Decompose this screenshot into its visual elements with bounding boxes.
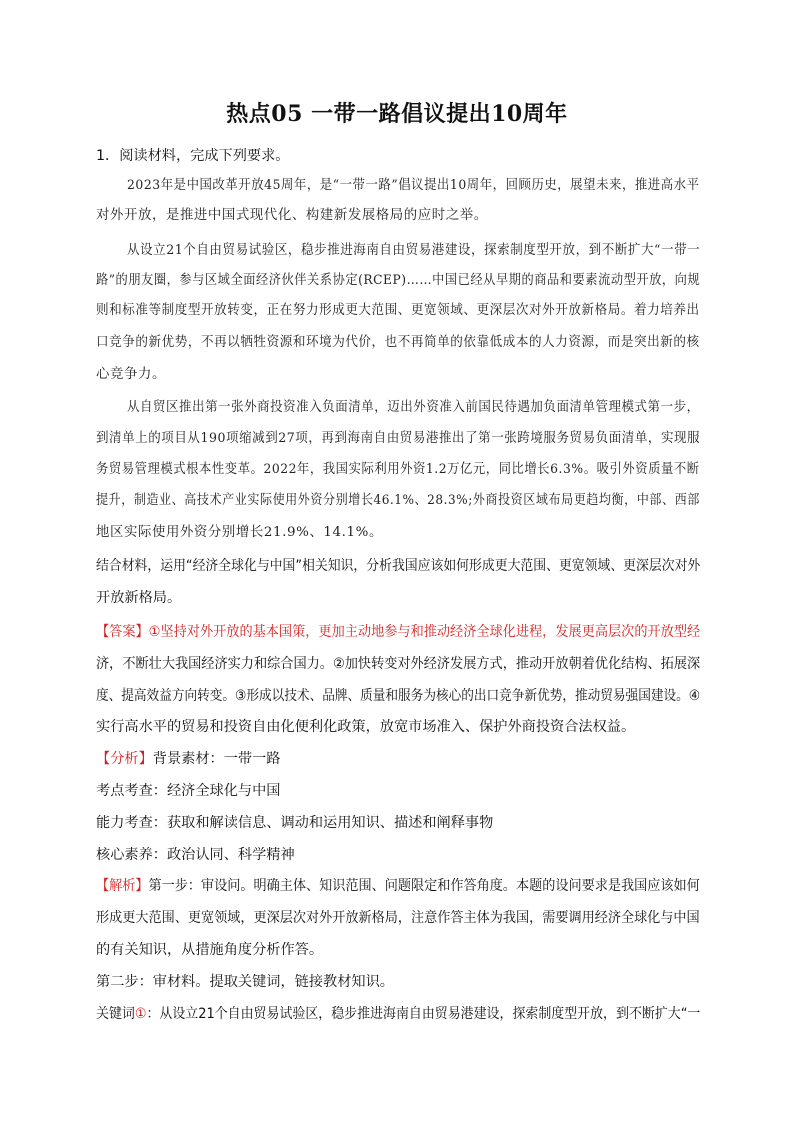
explanation-line: 的有关知识，从措施角度分析作答。: [96, 942, 324, 958]
analysis-line: [96, 749, 280, 769]
keyword-label: 关键词: [96, 1006, 135, 1022]
analysis-ability: 能力考查：获取和解读信息、调动和运用知识、描述和阐释事物: [96, 815, 494, 831]
explanation-step2: 第二步：审材料。提取关键词，链接教材知识。: [96, 974, 394, 990]
answer-line: [96, 622, 700, 642]
material-line: 从自贸区推出第一张外商投资准入负面清单，迈出外资准入前国民待遇加负面清单管理模式第一步，: [127, 400, 700, 415]
keyword-text: ：从设立21个自由贸易试验区，稳步推进海南自由贸易港建设，探索制度型开放，到不断扩大“一: [146, 1006, 701, 1022]
question-prompt: 开放新格局。: [96, 590, 182, 606]
answer-tag: 【答案】: [96, 624, 149, 640]
answer-line: 济，不断壮大我国经济实力和综合国力。②加快转变对外经济发展方式，推动开放朝着优化结构、拓展深: [96, 656, 701, 672]
question-stem: 1．阅读材料，完成下列要求。: [96, 148, 290, 164]
explanation-tag: 【解析】: [96, 878, 149, 894]
analysis-literacy: 核心素养：政治认同、科学精神: [96, 847, 295, 863]
answer-line: 实行高水平的贸易和投资自由化便利化政策，放宽市场准入、保护外商投资合法权益。: [96, 719, 636, 735]
answer-text: ①坚持对外开放的基本国策，更加主动地参与和推动经济全球化进程，发展更高层次的开放型经: [148, 624, 701, 640]
material-line: 2023年是中国改革开放45周年，是“一带一路”倡议提出10周年，回顾历史，展望未来，推进高水平: [127, 178, 700, 193]
material-line: 提升，制造业、高技术产业实际使用外资分别增长46.1%、28.3%;外商投资区域布局更趋均衡，中部、西部: [96, 493, 700, 508]
analysis-tag: 【分析】: [96, 751, 153, 767]
material-line: 从设立21个自由贸易试验区，稳步推进海南自由贸易港建设，探索制度型开放，到不断扩大“一带一: [127, 243, 701, 258]
explanation-line: 形成更大范围、更宽领域，更深层次对外开放新格局，注意作答主体为我国，需要调用经济全球化与中国: [96, 910, 700, 926]
material-line: 地区实际使用外资分别增长21.9%、14.1%。: [96, 525, 383, 540]
material-line: 心竞争力。: [96, 367, 166, 382]
material-line: 口竞争的新优势，不再以牺牲资源和环境为代价，也不再简单的依靠低成本的人力资源，而是突出新的核: [96, 335, 700, 350]
analysis-exam-point: 考点考查：经济全球化与中国: [96, 783, 281, 799]
explanation-line: [96, 876, 700, 896]
question-prompt: 结合材料，运用“经济全球化与中国”相关知识，分析我国应该如何形成更大范围、更宽领域、更深层次对外: [96, 558, 701, 574]
answer-line: 度、提高效益方向转变。③形成以技术、品牌、质量和服务为核心的出口竞争新优势，推动贸易强国建设。④: [96, 688, 701, 704]
analysis-background: 背景素材：一带一路: [152, 751, 281, 767]
material-line: 务贸易管理模式根本性变革。2022年，我国实际利用外资1.2万亿元，同比增长6.3%。吸引外资质量不断: [96, 462, 700, 477]
material-line: 到清单上的项目从190项缩减到27项，再到海南自由贸易港推出了第一张跨境服务贸易负面清单，实现服: [96, 431, 701, 446]
keyword-number: ①: [134, 1006, 147, 1022]
explanation-text: 第一步：审设问。明确主体、知识范围、问题限定和作答角度。本题的设问要求是我国应该如何: [148, 878, 700, 894]
page-title: 热点05 一带一路倡议提出10周年: [226, 101, 568, 127]
material-line: 则和标准等制度型开放转变，正在努力形成更大范围、更宽领域、更深层次对外开放新格局。着力培养出: [96, 303, 700, 318]
material-line: 路”的朋友圈，参与区域全面经济伙伴关系协定(RCEP)……中国已经从早期的商品和要素流动型开放，向规: [96, 273, 701, 288]
explanation-keyword-line: [96, 1004, 700, 1024]
material-line: 对外开放，是推进中国式现代化、构建新发展格局的应时之举。: [96, 208, 488, 223]
